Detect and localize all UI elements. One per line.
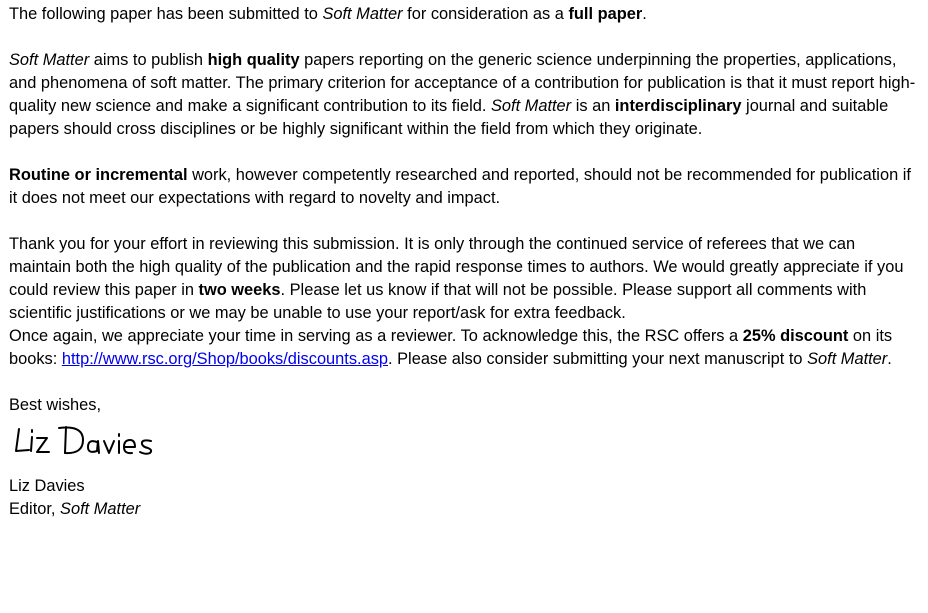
thanks-text: . Please let us know if that will not be possible. Please support all comments with scientific justifications or we may be unable to use your report/ask for extra feedback. — [9, 281, 867, 322]
discount-text: Once again, we appreciate your time in serving as a reviewer. To acknowledge this, the RSC offers a — [9, 327, 743, 345]
journal-name: Soft Matter — [490, 97, 572, 115]
emphasis-routine: Routine or incremental — [9, 166, 188, 184]
emphasis-two-weeks: two weeks — [198, 281, 281, 299]
discount-text: on its books: — [9, 327, 893, 368]
journal-name: Soft Matter — [9, 51, 90, 69]
editor-title — [9, 498, 918, 521]
intro-text: The following paper has been submitted to — [9, 5, 323, 23]
discount-link[interactable]: http://www.rsc.org/Shop/books/discounts.asp — [61, 350, 389, 368]
aims-text: papers reporting on the generic science underpinning the properties, applications, and phenomena of soft matter. The primary criterion for acceptance of a contribution for publication is that it must report high-quality new science and make a significant contribution to its field. — [9, 51, 916, 115]
discount-text: . Please also consider submitting your next manuscript to — [388, 350, 808, 368]
editor-name: Liz Davies — [9, 477, 85, 495]
aims-text: aims to publish — [89, 51, 208, 69]
journal-name: Soft Matter — [807, 350, 888, 368]
routine-text: work, however competently researched and reported, should not be recommended for publication if it does not meet our expectations with regard to novelty and impact. — [9, 166, 911, 207]
intro-text: for consideration as a — [402, 5, 569, 23]
paper-type: full paper — [568, 5, 643, 23]
spacer — [9, 371, 918, 394]
spacer — [9, 210, 918, 233]
greeting: Best wishes, — [9, 396, 102, 414]
thanks-text: Thank you for your effort in reviewing this submission. It is only through the continued service of referees that we can maintain both the high quality of the publication and the rapid response times to authors. We would greatly appreciate if you could review this paper in — [9, 235, 904, 299]
journal-name: Soft Matter — [322, 5, 403, 23]
thanks-paragraph — [9, 233, 918, 325]
signature — [9, 417, 918, 475]
intro-paragraph — [9, 3, 918, 26]
aims-text: is an — [571, 97, 615, 115]
emphasis-high-quality: high quality — [207, 51, 300, 69]
spacer — [9, 141, 918, 164]
aims-text: journal and suitable papers should cross disciplines or be highly significant within the field from which they originate. — [9, 97, 889, 138]
intro-text: . — [642, 5, 647, 23]
emphasis-discount: 25% discount — [742, 327, 849, 345]
routine-paragraph — [9, 164, 918, 210]
discount-paragraph — [9, 325, 918, 371]
spacer — [9, 26, 918, 49]
emphasis-interdisciplinary: interdisciplinary — [614, 97, 742, 115]
aims-paragraph — [9, 49, 918, 141]
journal-name: Soft Matter — [60, 500, 141, 518]
signature-image — [13, 423, 163, 457]
discount-text: . — [887, 350, 892, 368]
editor-role: Editor, — [9, 500, 61, 518]
